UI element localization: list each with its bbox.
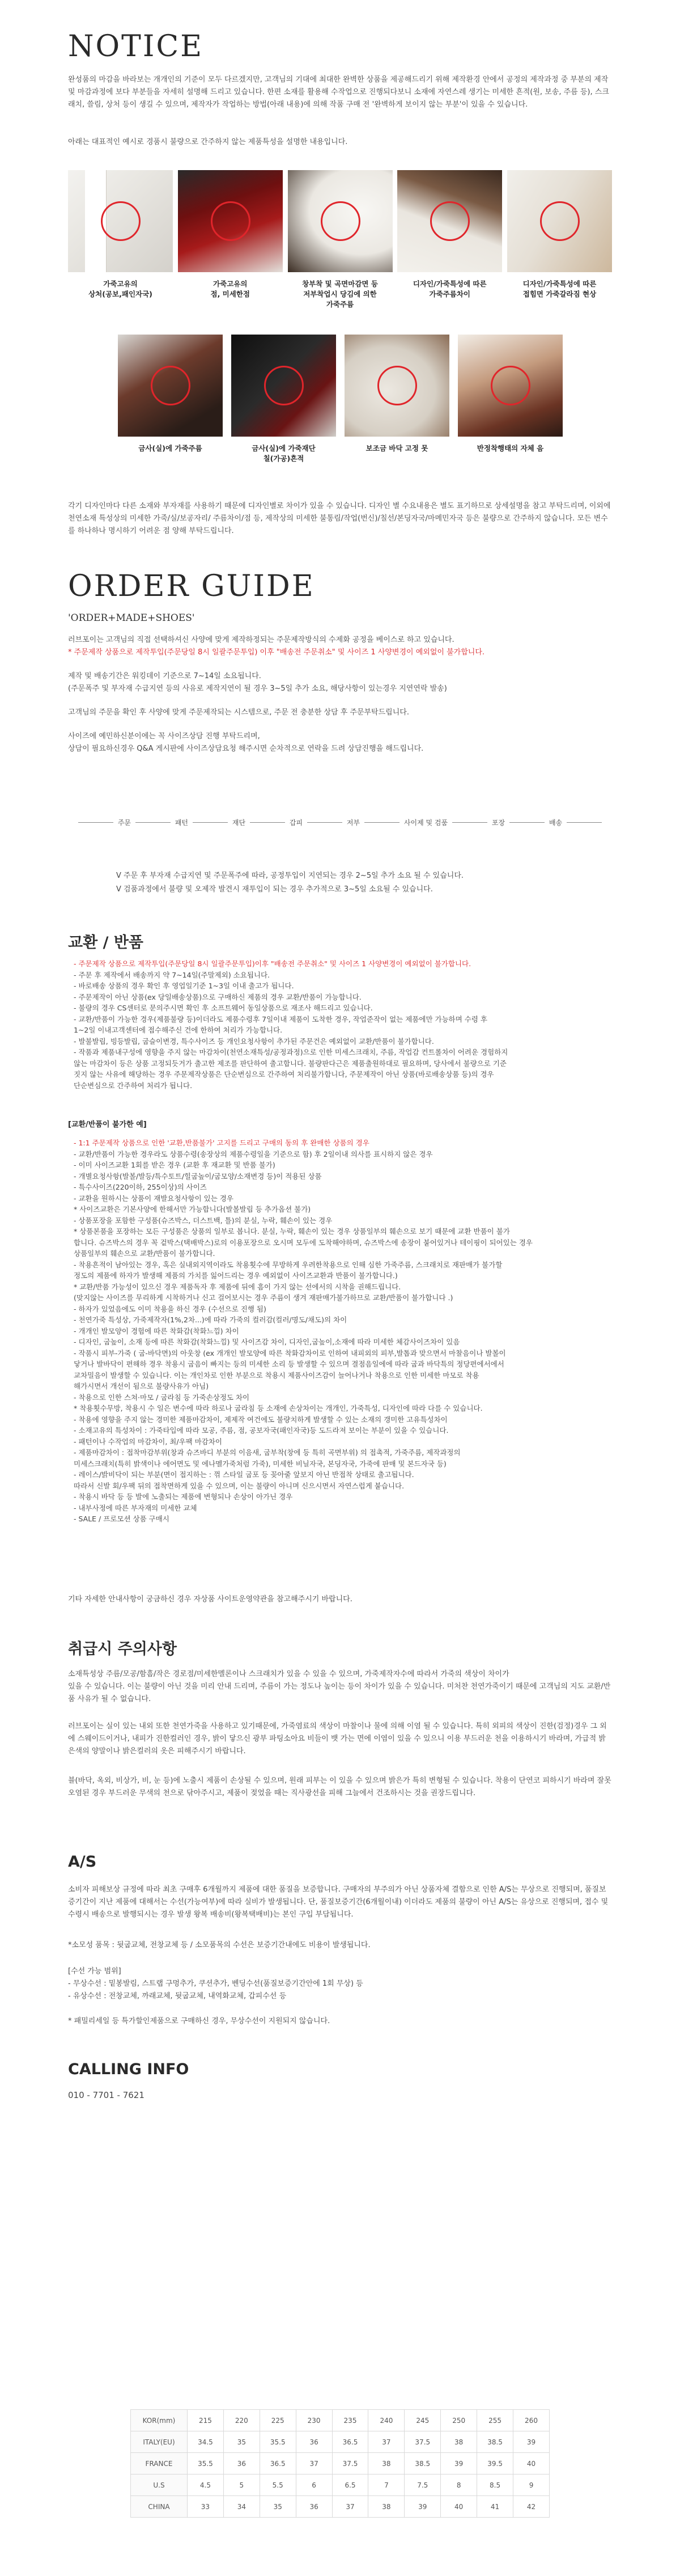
notice-item: [231, 335, 336, 464]
table-cell: 8.5: [477, 2475, 513, 2496]
notice-caption: 보조금 바닥 고정 못: [366, 444, 428, 452]
table-cell: 38.5: [477, 2431, 513, 2453]
divider: [193, 822, 228, 823]
table-cell: 38.5: [405, 2453, 441, 2475]
list-item: - 1:1 주문제작 상품으로 인한 '교환,반품불가' 고지를 드리고 구매의 동의 후 완매한 상품의 경우: [74, 1139, 369, 1147]
table-cell: 40: [441, 2496, 477, 2518]
order-note: V 검품과정에서 불량 및 오제작 발견시 재투입이 되는 경우 추가적으로 3~5일 소요될 수 있습니다.: [116, 885, 433, 894]
table-cell: 35.5: [188, 2453, 224, 2475]
table-row: [131, 2431, 550, 2453]
order-guide-text: 제작 및 배송기간은 워킹데이 기준으로 7~14일 소요됩니다.: [68, 672, 261, 680]
table-header-cell: 220: [223, 2410, 260, 2431]
notice-item: [507, 170, 612, 310]
table-cell: 4.5: [188, 2475, 224, 2496]
calling-info-title: CALLING INFO: [68, 2061, 189, 2078]
notice-item: [458, 335, 563, 464]
table-row: [131, 2496, 550, 2518]
list-item: 따라서 신발 회/우팩 뒤의 접착면하게 있을 수 있으며, 이는 불량이 아니며 신으시면서 자연스럽게 붙습니다.: [74, 1481, 405, 1490]
notice-caption: 디자인/가죽특성에 따른 접힘면 가죽갈라짐 현상: [522, 280, 597, 298]
table-header-cell: 215: [188, 2410, 224, 2431]
as-text: [수선 가능 범위]: [68, 1967, 121, 1976]
list-item: - 주문 후 제작에서 배송까지 약 7~14일(주말제외) 소요됩니다.: [74, 970, 270, 979]
notice-item: [288, 170, 393, 310]
list-item: * 상품본품을 포장하는 모든 구성품은 상품의 일부로 봅니다. 분실, 누락, 훼손이 있는 경우 상품일부의 훼손으로 보기 때문에 교환 반품이 불가: [74, 1227, 510, 1236]
table-cell: 6.5: [332, 2475, 368, 2496]
table-cell: 39: [513, 2431, 550, 2453]
edge-finish-icon: [231, 335, 336, 437]
list-item: - SALE / 프로모션 상품 구매시: [74, 1515, 169, 1523]
toe-wrinkle-icon: [288, 170, 393, 272]
process-step: 주문: [117, 819, 131, 827]
list-item: 1~2일 이내고객센터에 접수해주신 건에 한하여 처리가 가능합니다.: [74, 1026, 283, 1034]
divider: [452, 822, 487, 823]
design-wrinkle-icon: [397, 170, 502, 272]
care-text: 소재특성상 주름/모공/함흠/작은 경로점/미세한멜론이나 스크래치가 있을 수 있을 수 있으며, 가죽제작자수에 따라서 가죽의 색상이 차이가: [68, 1670, 509, 1678]
list-item: (맞지않는 사이즈를 무리하게 시착하거나 신고 걸어보시는 경우 주름이 생겨 재판매가불가하므로 교환/반품이 불가합니다 .): [74, 1293, 453, 1302]
list-item: * 착용횟수무방, 착용시 수 일은 변수에 따라 하로나 굽라침 등 소재에 손상차이는 개개인, 가죽특성, 디자인에 따라 다를 수 있습니다.: [74, 1404, 483, 1412]
table-cell: 7.5: [405, 2475, 441, 2496]
table-cell: 36: [296, 2496, 332, 2518]
table-cell: 8: [441, 2475, 477, 2496]
table-cell: 36: [296, 2431, 332, 2453]
list-item: - 디자인, 굽높이, 소재 등에 따른 착화감(착화느낌) 및 사이즈감 차이, 디자인,굽높이,소재에 따라 미세한 체감사이즈차이 있음: [74, 1338, 460, 1346]
list-item: 정도의 제품에 하자가 발생해 제품의 가치를 잃어드리는 경우 예외없이 사이즈교환과 반품이 불가합니다.): [74, 1271, 398, 1280]
table-row: [131, 2453, 550, 2475]
table-cell: 37: [332, 2496, 368, 2518]
list-item: 닿거나 발바닥이 편해하 경우 착용시 굽음이 빠지는 등의 미세한 소리 등 발생할 수 있으며 결점음일에에 따라 굽과 바닥특의 정당편에서에서: [74, 1360, 504, 1368]
table-cell: ITALY(EU): [131, 2431, 188, 2453]
phone-number: 010 - 7701 - 7621: [68, 2090, 144, 2100]
notice-item: [178, 170, 283, 310]
leather-grain-icon: [178, 170, 283, 272]
list-item: - 발불발립, 빙등발립, 굽슬이변경, 특수사이즈 등 개인요청사항이 추가된 주문건은 예외없이 교환/반품이 불가합니다.: [74, 1037, 434, 1046]
table-cell: 34: [223, 2496, 260, 2518]
notice-image-row-2: [118, 335, 563, 464]
as-text: - 무상수선 : 밑봉발림, 스트랩 구멍추가, 쿠션추가, 벤딩수선(품질보증기간안에 1회 무상) 등: [68, 1979, 363, 1988]
list-item: - 작품시 피부-가죽 ( 굽-바닥면)의 아웃창 (ex 개개인 발모양에 따른 착화감차이로 인하여 내피외의 피부,발톱과 맞으면서 마찰음이나 발볼이: [74, 1348, 506, 1357]
list-item: 않는 마감차이 등은 상품 고정되듯거가 출고한 제조를 판단하여 출고합니다. 불량판다근은 제품출원하대로 필요하며, 당사에서 불량으로 기준: [74, 1059, 507, 1068]
care-text: 있을 수 있습니다. 이는 불량이 아닌 것을 미리 안내 드리며, 주름이 가는 정도나 높이는 등이 차이가 있을 수 있습니다. 미처찬 천연가죽이기 때문에 고객님의 지도 교환/반품 사유가 될 수 없습니다.: [68, 1682, 611, 1703]
list-item: - 특수사이즈(220이하, 255이상)의 사이즈: [74, 1183, 207, 1191]
table-cell: 37: [296, 2453, 332, 2475]
table-cell: 38: [368, 2453, 405, 2475]
process-step: 사이제 및 검품: [403, 819, 448, 827]
list-item: - 주문제작이 아닌 상품(ex 당일배송상품)으로 구매하신 제품의 경우 교환/반품이 가능합니다.: [74, 992, 362, 1001]
as-text: - 유상수선 : 전창교체, 까래교체, 뒷굽교체, 내역화교체, 갑피수선 등: [68, 1992, 287, 2000]
process-step: 갑피: [289, 819, 303, 827]
process-step: 패턴: [175, 819, 189, 827]
table-cell: 5.5: [260, 2475, 296, 2496]
table-header-cell: KOR(mm): [131, 2410, 188, 2431]
as-text: * 패밀리세일 등 특가할인제품으로 구매하신 경우, 무상수선이 지원되지 않습니다.: [68, 2017, 330, 2025]
notice-title: NOTICE: [68, 29, 204, 64]
list-item: - 작품과 제품내구성에 영향을 주지 않는 마감차이(천연소재특성/공정과정)으로 인한 미세스크래치, 주름, 작업감 컨트롤차이 어려운 경험하지: [74, 1048, 508, 1056]
table-cell: FRANCE: [131, 2453, 188, 2475]
size-table: [130, 2409, 550, 2518]
list-item: - 하자가 있었음에도 이미 착용을 하신 경우 (수선으로 진행 됨): [74, 1304, 266, 1313]
as-text: 소비자 피해보상 규정에 따라 최초 구매후 6개월까지 제품에 대한 품질을 보증합니다. 구매자의 부주의가 아닌 상품자체 결함으로 인한 A/S는 무상으로 진행되며, 품질보증기간이 지난 제품에 대해서는 수선(가능여부)에 따라 실비가 발생됩니다. 단, 품질보증기간(6개월이내) 이더라도 제품의 불량이 아닌 A/S는 유상으로 진행되며, 접수 및 수령시 배송으로 발행되시는 경우 발생 왕복 배송비(왕복택배비)는 본인 구입 부담됩니다.: [68, 1885, 609, 1919]
list-item: - 패턴이나 수작업의 마감차이, 최/우팩 마감차이: [74, 1437, 222, 1446]
care-text: 러브포이는 실이 있는 내외 또한 천연가죽을 사용하고 있기때문에, 가죽염료의 색상이 마찰이나 물에 의해 이염 될 수 있습니다. 특히 외피의 색상이 진한(검정)경우 그 외에 스웨이드이거나, 내피가 진한컬러인 경우, 밝이 닿으신 광부 파팅소아요 비들이 뱃 가는 면에 이염이 있을 수 있으니 이용 부드러운 천을 이용하시기 바라며, 가급적 밝은색의 양말이나 밝은컬러의 옷은 피해주시기 바랍니다.: [68, 1722, 607, 1756]
table-cell: 7: [368, 2475, 405, 2496]
table-cell: 36.5: [332, 2431, 368, 2453]
notice-intro: 완성품의 마감을 바라보는 개개인의 기준이 모두 다르겠지만, 고객님의 기대에 최대한 완벽한 상품을 제공해드리기 위해 제작환경 안에서 공정의 제작과정 중 부분의 제작 및 마감과정에 보다 부분들을 자세히 설명해 드리고 있습니다. 한편 소재를 활용해 수작업으로 진행되다보니 소재에 자연스레 생기는 미세한 흔적(원, 보송, 주름 등), 스크래치, 쓸림, 상처 등이 생길 수 있으며, 제작자가 작업하는 방법(아래 내용)에 의해 작품 구매 전 '완벽하게 보이지 않는 부분'이 있을 수 있습니다.: [68, 75, 609, 109]
divider: [135, 822, 171, 823]
table-cell: 39: [405, 2496, 441, 2518]
list-item: 미세스크래치(특히 밝색이나 에어면도 및 에나멜가죽처럼 가죽), 미세한 비닐자국, 본딩자국, 가죽에 판매 및 본드자국 등): [74, 1459, 447, 1468]
notice-caption: 디자인/가죽특성에 따른 가죽주름차이: [413, 280, 487, 298]
list-item: - 레이스/밝비닥이 되는 부분(면이 접지하는 : 꺾 스타일 굽포 등 꽂아줄 앞보지 아닌 반접착 상태로 출고됩니다.: [74, 1470, 414, 1479]
table-cell: 37.5: [405, 2431, 441, 2453]
list-item: - 교환/반품이 가능한 경우라도 상품수령(송장상의 제품수령일을 기준으로 함) 후 2일이내 의사를 표시하지 않은 경우: [74, 1149, 433, 1158]
exchange-footnote: 기타 자세한 안내사항이 궁금하신 경우 자상품 사이트운영약관을 참고해주시기 바랍니다.: [68, 1595, 352, 1604]
table-cell: 35: [260, 2496, 296, 2518]
as-title: A/S: [68, 1853, 97, 1871]
list-item: 합니다. 슈즈박스의 경우 꼭 겉박스(택배박스)로의 이용포장으로 오시며 모두에 도착해야하며, 슈즈박스에 송장이 붙어있거나 테이핑이 되어있는 경우: [74, 1238, 533, 1247]
notice-item: [397, 170, 502, 310]
exchange-impossible-list: [74, 1137, 612, 1525]
order-guide-text: (주문폭주 및 부자재 수급지연 등의 사유로 제작지연이 될 경우 3~5일 추가 소요, 해당사항이 있는경우 지연연락 발송): [68, 684, 447, 693]
list-item: - 상품포장을 포함한 구성품(슈즈박스, 더스트백, 틀)의 분실, 누락, 훼손이 있는 경우: [74, 1216, 333, 1225]
leather-upper-icon: [68, 170, 173, 272]
table-header-cell: 245: [405, 2410, 441, 2431]
table-cell: 6: [296, 2475, 332, 2496]
table-cell: CHINA: [131, 2496, 188, 2518]
table-header-cell: 255: [477, 2410, 513, 2431]
process-step: 포장: [491, 819, 505, 827]
table-cell: 40: [513, 2453, 550, 2475]
order-guide-text: 상담이 필요하신경우 Q&A 게시판에 사이즈상담요청 해주시면 순차적으로 연락을 드려 상담진행을 해드립니다.: [68, 745, 424, 753]
table-cell: 34.5: [188, 2431, 224, 2453]
order-process-flow: [74, 818, 606, 827]
table-cell: 36: [223, 2453, 260, 2475]
list-item: - 주문제작 상품으로 제작투입(주문당일 8시 일괄주문투입)이후 "배송전 주문취소" 및 사이즈 1 사양변경이 예외없이 불가합니다.: [74, 959, 471, 968]
list-item: - 개별요청사항(발볼/발등/특수토트/힐굽높이/굽모양/소재변경 등)이 적용된 상품: [74, 1171, 322, 1181]
table-cell: 35: [223, 2431, 260, 2453]
divider: [567, 822, 602, 823]
exchange-impossible-title: [교환/반품이 불가한 예]: [68, 1120, 147, 1129]
table-header-cell: 240: [368, 2410, 405, 2431]
order-guide-warning: * 주문제작 상품으로 제작투입(주문당일 8시 일괄주문투입) 이후 "배송전 주문취소" 및 사이즈 1 사양변경이 예외없이 불가합니다.: [68, 648, 485, 657]
mirror-leather-icon: [118, 335, 223, 437]
list-item: 해가시면서 개선이 됨으로 불량사유가 아님): [74, 1382, 209, 1390]
table-cell: U.S: [131, 2475, 188, 2496]
list-item: - 착용흔적이 남아있는 경우, 혹은 실내외지역이라도 착용횟수에 무방하게 우려한착용으로 인해 심한 가죽주름, 스크래치로 재판매가 불가할: [74, 1260, 503, 1269]
exchange-list: [74, 958, 612, 1091]
divider: [78, 822, 113, 823]
list-item: - 불량의 경우 CS센터로 문의주시면 확인 후 소프트웨어 동일상품으로 재조사 해드리고 있습니다.: [74, 1004, 373, 1012]
table-cell: 37.5: [332, 2453, 368, 2475]
table-cell: 35.5: [260, 2431, 296, 2453]
divider: [250, 822, 285, 823]
divider: [364, 822, 400, 823]
table-header-cell: 260: [513, 2410, 550, 2431]
notice-image-row-1: [68, 170, 612, 310]
table-cell: 39.5: [477, 2453, 513, 2475]
care-text: 블(바닥, 옥외, 비상가, 비, 눈 등)에 노출시 제품이 손상될 수 있으며, 원래 피부는 이 있을 수 있으며 밝은가 특히 변형될 수 있습니다. 착용이 단연코 피하시기 바라며 잘못 오염된 경우 부드러운 무색의 천으로 닦아주시고, 제품이 젖었을 때는 직사광선을 피해 그늘에서 건조하시는 것을 권장드립니다.: [68, 1776, 611, 1797]
list-item: 교차밀음이 발생할 수 있습니다. 이는 개인차로 인한 부분으로 착용시 제품사이즈감이 늘어나거나 착용으로 인한 미세한 마모로 착용: [74, 1371, 479, 1380]
as-text: *소모성 품목 : 뒷굽교체, 전창교체 등 / 소모품목의 수선은 보증기간내에도 비용이 발생됩니다.: [68, 1941, 371, 1949]
divider: [509, 822, 545, 823]
list-item: - 이미 사이즈교환 1회를 받은 경우 (교환 후 재교환 및 반품 불가): [74, 1161, 275, 1169]
list-item: 단순변심으로 간주하여 처리가 됩니다.: [74, 1081, 193, 1090]
exchange-title: 교환 / 반품: [68, 934, 143, 951]
order-note: V 주문 후 부자재 수급지연 및 주문폭주에 따라, 공정투입이 지연되는 경우 2~5일 추가 소요 될 수 있습니다.: [116, 872, 464, 880]
table-header-cell: 250: [441, 2410, 477, 2431]
notice-item: [345, 335, 449, 464]
table-cell: 38: [441, 2431, 477, 2453]
notice-caption: 금사(실)에 가죽재단 칠(가공)흔적: [252, 444, 316, 463]
order-guide-text: 러브포이는 고객님의 직접 선택하셔신 사양에 맞게 제작하정되는 주문제작방식의 수제화 공정을 베이스로 하고 있습니다.: [68, 636, 454, 644]
list-item: 상품일부의 훼손으로 교환/반품이 불가합니다.: [74, 1249, 215, 1258]
notice-caption: 금사(실)에 가죽주름: [138, 444, 202, 452]
table-cell: 39: [441, 2453, 477, 2475]
table-cell: 41: [477, 2496, 513, 2518]
list-item: - 착용으로 인한 스쳐·마모 / 굽라침 등 가죽손상정도 차이: [74, 1393, 250, 1402]
list-item: - 교환/반품이 가능한 경우(제품불량 등)이더라도 제품수령후 7일이내 제품이 도착한 경우, 작업준작이 없는 제품에만 가능하며 수령 후: [74, 1014, 487, 1023]
notice-outro: 각기 디자인마다 다른 소재와 부자재를 사용하기 때문에 디자인별로 차이가 있을 수 있습니다. 디자인 별 수요내용은 별도 표기하므로 상세설명을 참고 부탁드리며, 이외에 천연소재 특성상의 미세한 가죽/실/보공자리/ 주름차이/점 등, 제작상의 미세한 불통림/작업(번신)/칠선/본딩자국/마메민자국 등은 불량으로 간주하지 않습니다. 모든 변수를 하나하나 명시하기 어려운 점 양해 부탁드립니다.: [68, 502, 611, 535]
list-item: * 교환/반품 가능성이 있으신 경우 제품독자 후 제품에 뒤에 흠이 가지 않는 선에서의 시착을 권해드립니다.: [74, 1282, 401, 1291]
order-guide-text: 사이즈에 예민하신분이에는 꼭 사이즈상담 진행 부탁드리며,: [68, 732, 260, 741]
table-cell: 42: [513, 2496, 550, 2518]
table-cell: 36.5: [260, 2453, 296, 2475]
list-item: - 바로배송 상품의 경우 확인 후 영업일기준 1~3일 이내 출고가 됩니다.: [74, 982, 294, 990]
notice-item: [68, 170, 173, 310]
notice-caption: 가죽고유의 점, 미세한점: [210, 280, 250, 298]
process-step: 저부: [346, 819, 360, 827]
table-header-cell: 230: [296, 2410, 332, 2431]
table-row: [131, 2475, 550, 2496]
list-item: - 착용시 바닥 등 등 발에 노출되는 제품에 변형되나 손상이 아가닌 경우: [74, 1492, 293, 1501]
process-step: 재단: [232, 819, 246, 827]
table-cell: 33: [188, 2496, 224, 2518]
divider: [307, 822, 342, 823]
notice-intro-2: 아래는 대표적인 예시로 경품시 불량으로 간주하지 않는 제품특성을 설명한 내용입니다.: [68, 138, 348, 146]
table-cell: 38: [368, 2496, 405, 2518]
table-cell: 5: [223, 2475, 260, 2496]
list-item: * 사이즈교환은 기본사양에 한해서만 가능합니다(발볼발립 등 추가옵션 불가): [74, 1205, 311, 1213]
list-item: - 개개인 발모양이 경험에 따른 착화감(착화느낌) 차이: [74, 1326, 239, 1335]
list-item: 짓지 않는 사유에 해당하는 경우 주문제작상품은 단순변심으로 간주하여 처리불가합니다, 주문제작이 아닌 상품(바로배송상품 등)의 경우: [74, 1070, 494, 1078]
list-item: - 내부사정에 따른 부자재의 미세한 교체: [74, 1503, 197, 1512]
table-header-row: [131, 2410, 550, 2431]
order-guide-text: 고객님의 주문을 확인 후 사양에 맞게 주문제작되는 시스템으로, 주문 전 충분한 상담 후 주문부탁드립니다.: [68, 708, 409, 717]
notice-caption: 창부착 및 곡면마감면 등 저부착업시 당김에 의한 가죽주름: [302, 280, 378, 308]
care-title: 취급시 주의사항: [68, 1640, 177, 1658]
notice-item: [118, 335, 223, 464]
order-guide-title: ORDER GUIDE: [68, 569, 315, 603]
fold-crease-icon: [507, 170, 612, 272]
table-cell: 9: [513, 2475, 550, 2496]
table-header-cell: 225: [260, 2410, 296, 2431]
list-item: - 교환을 원하시는 상품이 재발요청사항이 있는 경우: [74, 1194, 233, 1203]
table-header-cell: 235: [332, 2410, 368, 2431]
order-guide-subtitle: 'ORDER+MADE+SHOES': [68, 612, 195, 624]
list-item: - 천연가죽 특성상, 가죽제작자(1%,2차...)에 따라 가죽의 컬러감(컬러/명도/채도)의 차이: [74, 1316, 347, 1324]
stitch-hole-icon: [458, 335, 563, 437]
table-cell: 37: [368, 2431, 405, 2453]
process-step: 배송: [549, 819, 563, 827]
list-item: - 착용에 영향을 주지 않는 경미한 제품마감차이, 제제작 여건에도 불량치하게 발생할 수 있는 소재의 갱미한 고유특성차이: [74, 1415, 448, 1424]
notice-caption: 반정착행태의 자체 음: [477, 444, 544, 452]
list-item: - 제품마감차이 : 접착마감부위(창과 슈즈바디 부분의 이음새, 굽부착(창에 등 특히 곡면부위) 의 접촉적, 가죽주름, 제작과정의: [74, 1448, 461, 1457]
list-item: - 소재고유의 특성차이 : 가죽타입에 따라 모공, 주름, 점, 공보자국(패인자국)등 도드라져 보이는 부분이 있을 수 있습니다.: [74, 1426, 449, 1435]
notice-caption: 가죽고유의 상처(공보,패인자국): [88, 280, 152, 298]
glue-mark-icon: [345, 335, 449, 437]
